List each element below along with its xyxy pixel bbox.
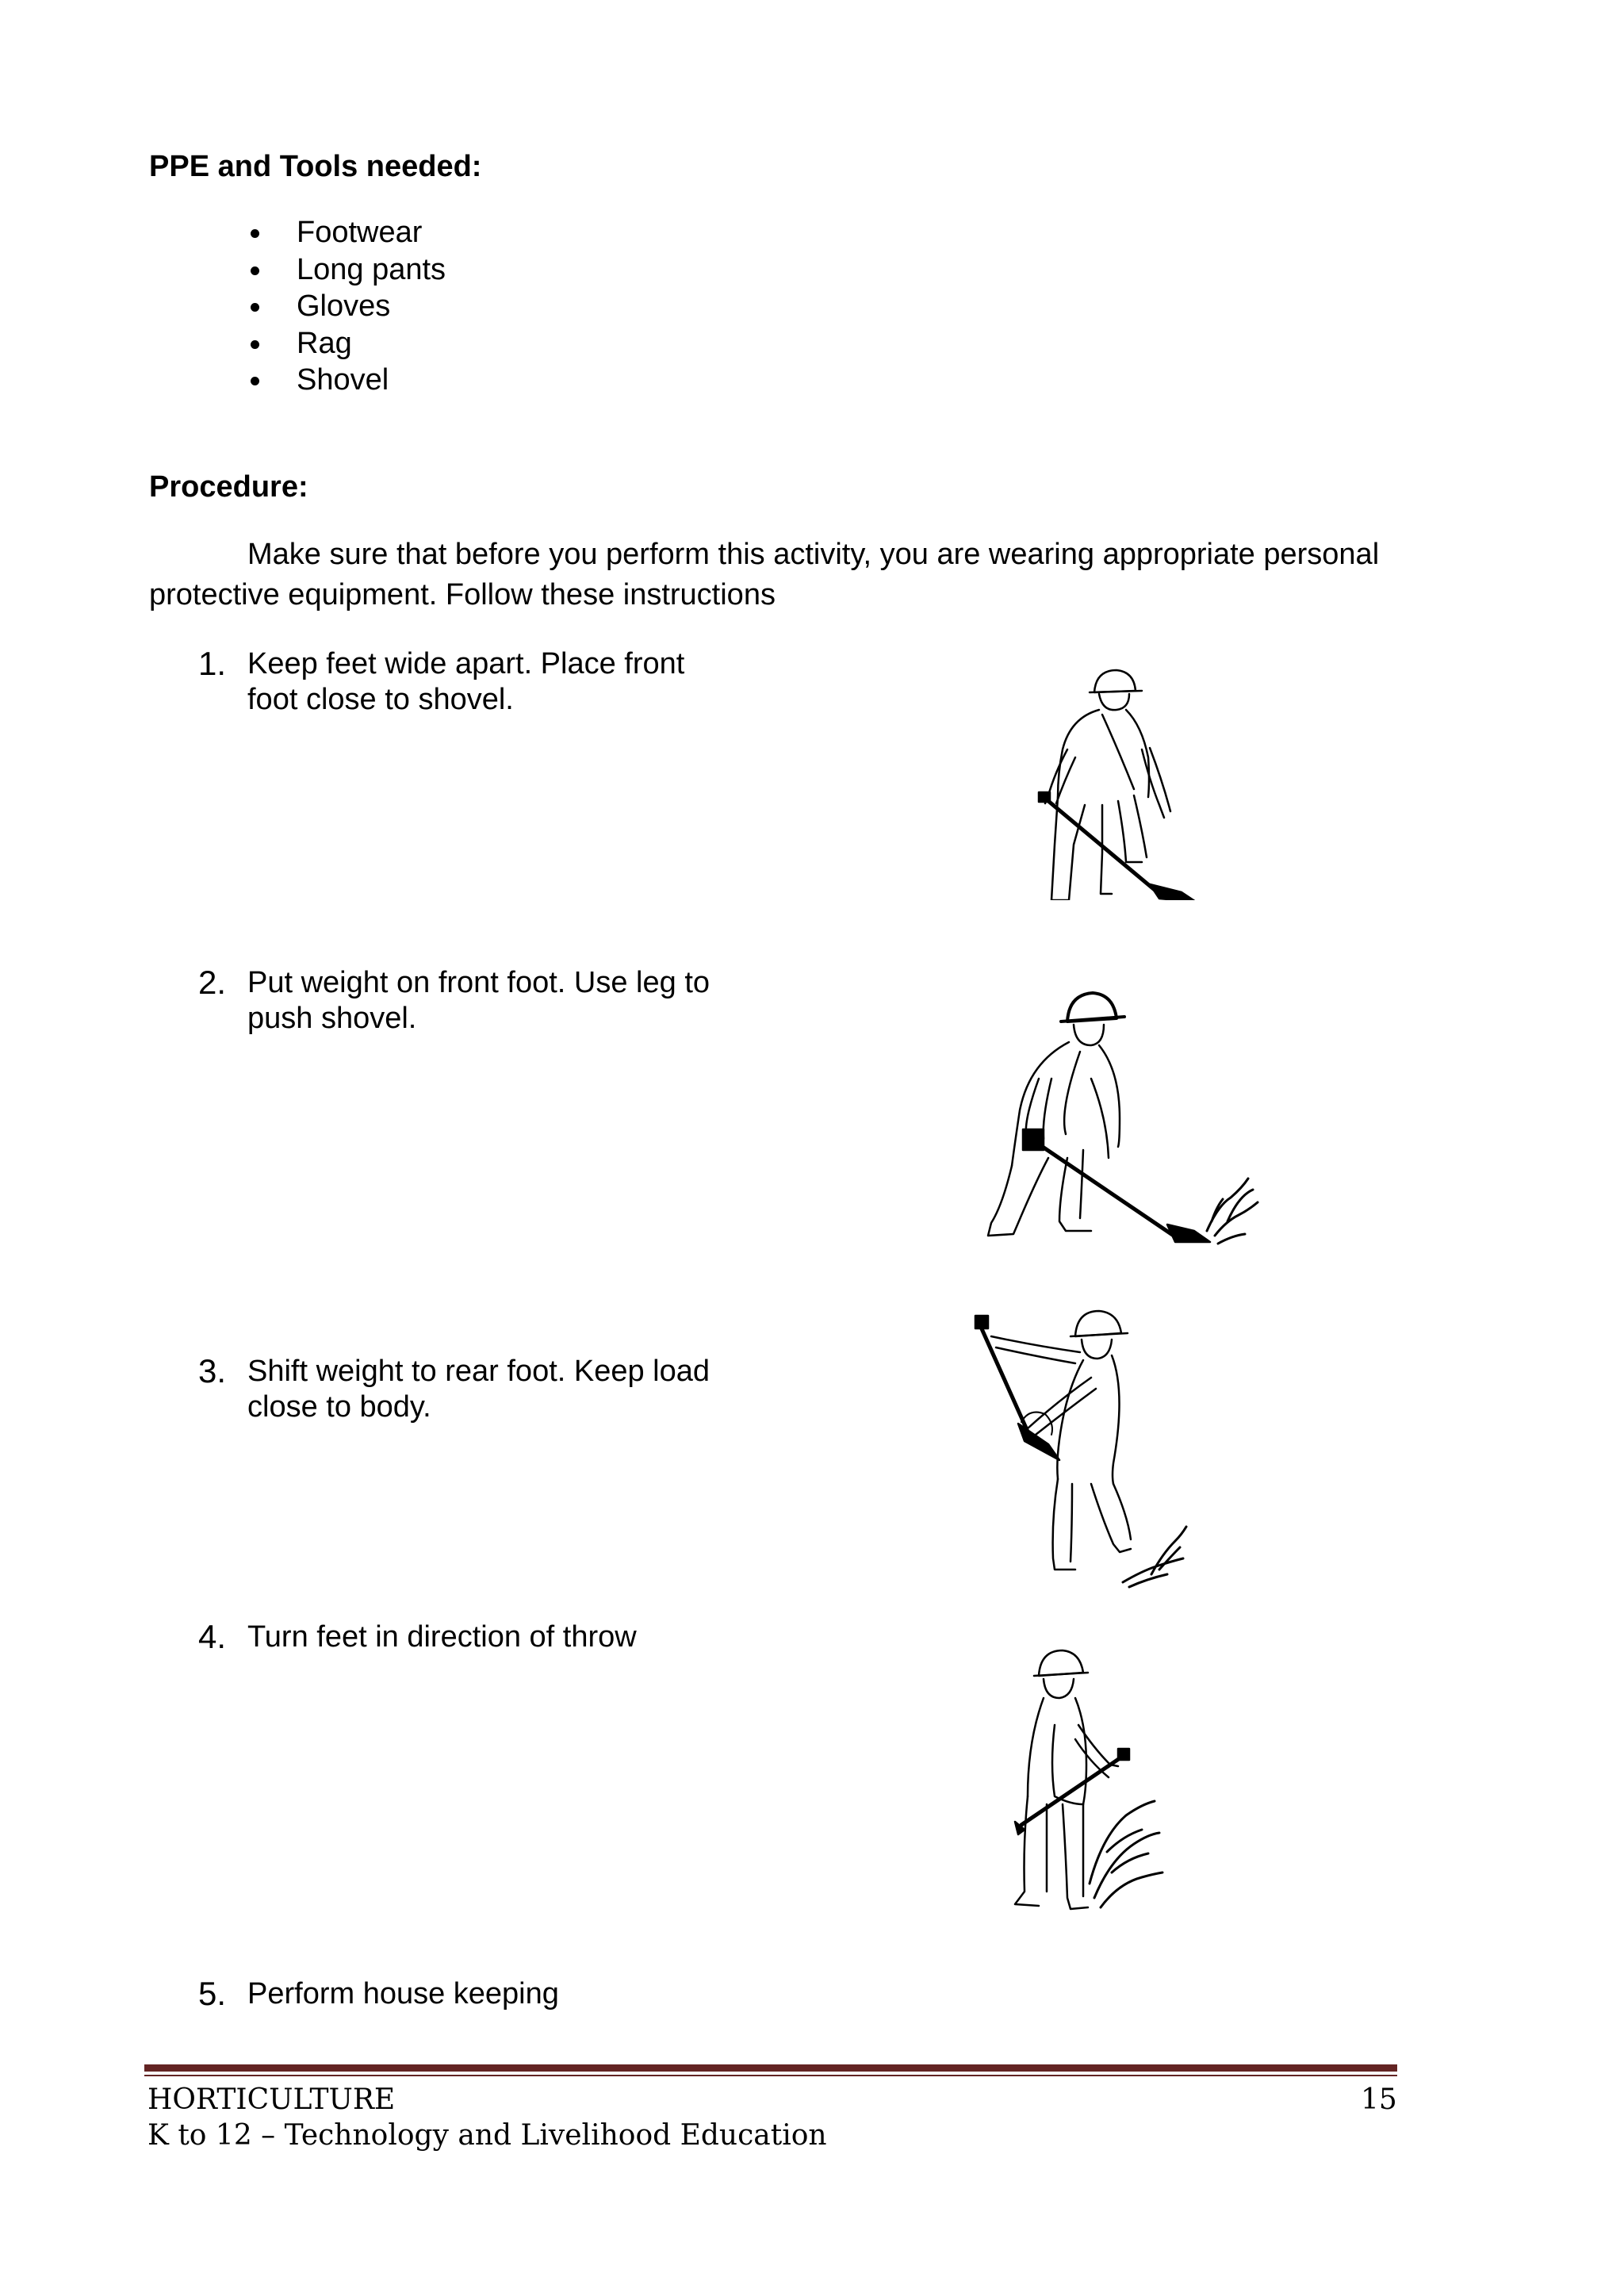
procedure-intro [149,535,1394,615]
footer-subject: HORTICULTURE [147,2083,396,2116]
procedure-heading: Procedure: [149,470,308,504]
intro-line-2: protective equipment. Follow these instructions [149,578,776,611]
worker-shovel-stance-icon [1023,662,1205,900]
list-item: Rag [251,325,446,362]
step-line: Perform house keeping [247,1977,559,2010]
intro-line-1: Make sure that before you perform this activity, you are wearing appropriate personal [247,538,1380,571]
list-item: Footwear [251,214,446,251]
step-number: 3. [198,1352,227,1389]
step-line: Keep feet wide apart. Place front [247,647,685,680]
page-number: 15 [1361,2083,1397,2116]
step-number: 5. [198,1975,227,2012]
footer-rule-thin [144,2075,1397,2076]
step-text [247,646,749,718]
list-item: Long pants [251,251,446,289]
step-line: Shift weight to rear foot. Keep load [247,1355,710,1388]
step-number: 4. [198,1618,227,1655]
list-item: Shovel [251,362,446,399]
step-text [247,1354,749,1425]
step-number: 2. [198,964,227,1001]
footer-rule-thick [144,2064,1397,2072]
worker-shovel-throw-icon [1007,1646,1166,1915]
footer-course: K to 12 – Technology and Livelihood Education [147,2119,827,2152]
step-text [247,965,749,1037]
step-line: push shovel. [247,1002,417,1035]
ppe-heading: PPE and Tools needed: [149,150,482,183]
step-line: Put weight on front foot. Use leg to [247,966,710,999]
step-text [247,1619,749,1655]
ppe-list [251,214,446,399]
step-line: Turn feet in direction of throw [247,1620,637,1654]
step-line: foot close to shovel. [247,683,514,716]
worker-shovel-push-icon [980,983,1266,1245]
step-text [247,1976,749,2012]
step-number: 1. [198,645,227,682]
worker-shovel-lift-icon [972,1305,1194,1590]
list-item: Gloves [251,288,446,325]
step-line: close to body. [247,1390,431,1424]
